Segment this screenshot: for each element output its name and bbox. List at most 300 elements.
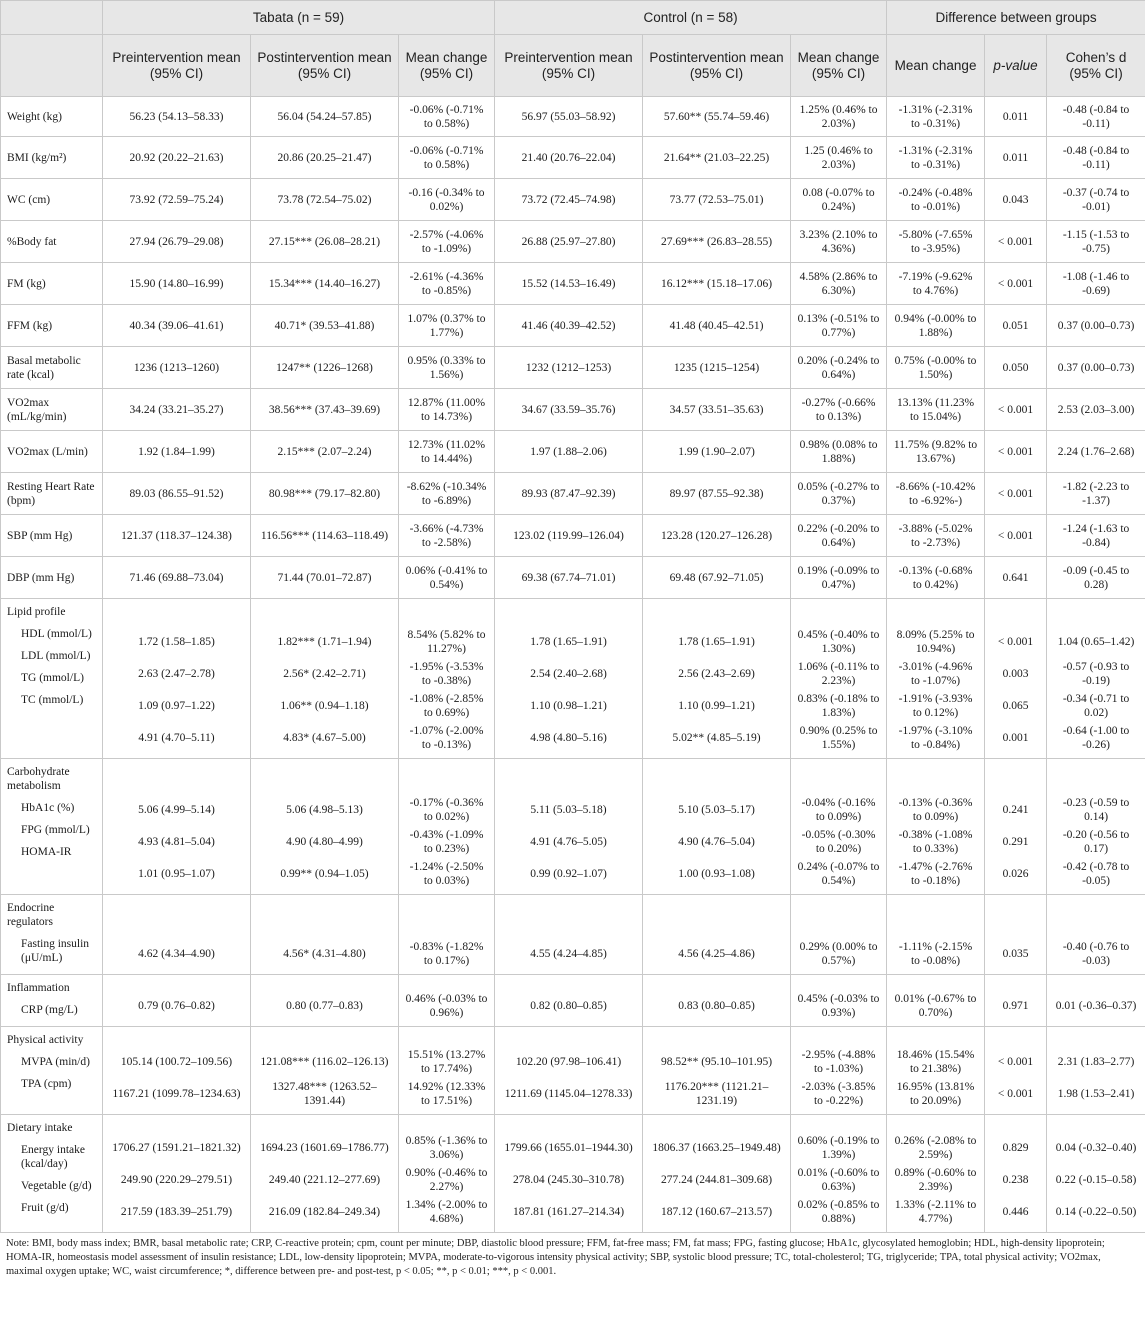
table-row-group	[1, 759, 1145, 895]
table-cell: 2.53 (2.03–3.00)	[1047, 389, 1145, 431]
table-cell: < 0.001	[997, 1056, 1034, 1068]
table-cell: -2.61% (-4.36% to -0.85%)	[399, 263, 495, 305]
table-cell: 0.043	[985, 179, 1047, 221]
group-item-label: HbA1c (%)	[21, 802, 75, 814]
table-cell: 0.238	[1002, 1174, 1029, 1186]
table-cell: 0.065	[1002, 700, 1029, 712]
table-row	[1, 263, 1145, 305]
group-value-cell	[643, 975, 791, 1027]
table-cell: -1.07% (-2.00% to -0.13%)	[409, 725, 484, 751]
table-cell: -2.57% (-4.06% to -1.09%)	[399, 221, 495, 263]
table-cell: 1247** (1226–1268)	[251, 347, 399, 389]
table-cell: 277.24 (244.81–309.68)	[660, 1174, 773, 1186]
table-row-group	[1, 895, 1145, 975]
table-cell: 1.00 (0.93–1.08)	[678, 868, 755, 880]
group-value-cell	[495, 1115, 643, 1233]
table-cell: 73.72 (72.45–74.98)	[495, 179, 643, 221]
table-cell: 0.003	[1002, 668, 1029, 680]
table-cell: -0.13% (-0.36% to 0.09%)	[898, 797, 973, 823]
group-value-cell	[103, 759, 251, 895]
table-cell: < 0.001	[985, 221, 1047, 263]
group-item-label: HDL (mmol/L)	[21, 628, 92, 640]
table-cell: -0.38% (-1.08% to 0.33%)	[898, 829, 973, 855]
table-cell: 1.07% (0.37% to 1.77%)	[399, 305, 495, 347]
table-cell: 1.99 (1.90–2.07)	[643, 431, 791, 473]
table-cell: -0.48 (-0.84 to -0.11)	[1047, 97, 1145, 137]
table-cell: 0.45% (-0.03% to 0.93%)	[797, 993, 880, 1019]
table-cell: 21.64** (21.03–22.25)	[643, 137, 791, 179]
table-cell: 0.80 (0.77–0.83)	[286, 1000, 363, 1012]
group-value-cell	[103, 895, 251, 975]
table-cell: 1.34% (-2.00% to 4.68%)	[405, 1199, 488, 1225]
group-item-label: Fruit (g/d)	[21, 1202, 69, 1214]
table-cell: 20.92 (20.22–21.63)	[103, 137, 251, 179]
group-value-cell	[887, 1115, 985, 1233]
table-row	[1, 305, 1145, 347]
table-cell: 34.24 (33.21–35.27)	[103, 389, 251, 431]
table-cell: -0.20 (-0.56 to 0.17)	[1062, 829, 1130, 855]
table-cell: 5.10 (5.03–5.17)	[678, 804, 755, 816]
table-cell: 73.78 (72.54–75.02)	[251, 179, 399, 221]
group-value-cell	[251, 759, 399, 895]
table-cell: 1211.69 (1145.04–1278.33)	[504, 1088, 633, 1100]
row-label: BMI (kg/m²)	[1, 137, 103, 179]
group-value-cell	[985, 759, 1047, 895]
table-cell: 0.82 (0.80–0.85)	[530, 1000, 607, 1012]
table-note: Note: BMI, body mass index; BMR, basal metabolic rate; CRP, C-reactive protein; cpm, count per minute; DBP, diastolic blood pressure; FFM, fat-free mass; FM, fat mass; FPG, fasting glucose; HbA1c, glycosylated hemoglobin; HDL, high-density lipoprotein; HOMA-IR, homeostasis model assessment of insulin resistance; LDL, low-density lipoprotein; MVPA, moderate-to-vigorous intensity physical activity; SBP, systolic blood pressure; TC, total-cholesterol; TG, triglyceride; TPA, total physical activity; VO2max, maximal oxygen uptake; WC, waist circumference; *, difference between pre- and post-test, p < 0.05; **, p < 0.01; ***, p < 0.001.	[6, 1238, 1105, 1277]
table-cell: 0.20% (-0.24% to 0.64%)	[791, 347, 887, 389]
group-title: Physical activity	[7, 1034, 84, 1046]
table-cell: -1.24% (-2.50% to 0.03%)	[409, 861, 484, 887]
table-cell: 1236 (1213–1260)	[103, 347, 251, 389]
table-cell: 0.90% (-0.46% to 2.27%)	[405, 1167, 488, 1193]
table-cell: 21.40 (20.76–22.04)	[495, 137, 643, 179]
group-value-cell	[985, 895, 1047, 975]
table-cell: -3.88% (-5.02% to -2.73%)	[887, 515, 985, 557]
table-cell: 16.12*** (15.18–17.06)	[643, 263, 791, 305]
group-item-label: LDL (mmol/L)	[21, 650, 91, 662]
group-value-cell	[495, 599, 643, 759]
table-row-group	[1, 599, 1145, 759]
group-value-cell	[985, 975, 1047, 1027]
table-cell: 98.52** (95.10–101.95)	[660, 1056, 773, 1068]
table-cell: 0.29% (0.00% to 0.57%)	[799, 941, 878, 967]
header-corner	[1, 1, 103, 35]
table-cell: -1.08% (-2.85% to 0.69%)	[409, 693, 484, 719]
table-cell: -1.24 (-1.63 to -0.84)	[1047, 515, 1145, 557]
table-cell: 0.035	[1002, 948, 1029, 960]
table-cell: 2.56 (2.43–2.69)	[678, 668, 755, 680]
table-row	[1, 179, 1145, 221]
table-cell: -3.01% (-4.96% to -1.07%)	[898, 661, 973, 687]
col-header: Preintervention mean (95% CI)	[103, 35, 251, 97]
group-value-cell	[495, 759, 643, 895]
table-cell: 2.15*** (2.07–2.24)	[251, 431, 399, 473]
table-cell: 4.62 (4.34–4.90)	[138, 948, 215, 960]
table-cell: 1.97 (1.88–2.06)	[495, 431, 643, 473]
table-cell: -0.27% (-0.66% to 0.13%)	[791, 389, 887, 431]
group-value-cell	[399, 759, 495, 895]
table-cell: 4.55 (4.24–4.85)	[530, 948, 607, 960]
group-value-cell	[791, 1027, 887, 1115]
table-cell: 5.06 (4.99–5.14)	[138, 804, 215, 816]
table-cell: 187.12 (160.67–213.57)	[660, 1206, 773, 1218]
row-label: FM (kg)	[1, 263, 103, 305]
table-cell: 14.92% (12.33% to 17.51%)	[407, 1081, 486, 1107]
table-cell: 1327.48*** (1263.52–1391.44)	[272, 1081, 377, 1107]
table-cell: -0.05% (-0.30% to 0.20%)	[801, 829, 876, 855]
group-header-difference: Difference between groups	[887, 1, 1145, 35]
table-cell: 278.04 (245.30–310.78)	[512, 1174, 625, 1186]
table-cell: 0.011	[985, 137, 1047, 179]
table-row	[1, 137, 1145, 179]
table-cell: 13.13% (11.23% to 15.04%)	[887, 389, 985, 431]
table-cell: -0.16 (-0.34% to 0.02%)	[399, 179, 495, 221]
group-value-cell	[103, 599, 251, 759]
table-cell: 1.78 (1.65–1.91)	[530, 636, 607, 648]
group-label-cell	[1, 975, 103, 1027]
group-value-cell	[103, 1027, 251, 1115]
group-value-cell	[791, 599, 887, 759]
table-cell: 56.04 (54.24–57.85)	[251, 97, 399, 137]
group-value-cell	[643, 759, 791, 895]
table-cell: 1.78 (1.65–1.91)	[678, 636, 755, 648]
table-cell: -0.13% (-0.68% to 0.42%)	[887, 557, 985, 599]
table-cell: -0.23 (-0.59 to 0.14)	[1062, 797, 1130, 823]
table-cell: -2.03% (-3.85% to -0.22%)	[801, 1081, 876, 1107]
table-cell: -0.57 (-0.93 to -0.19)	[1062, 661, 1130, 687]
table-cell: 57.60** (55.74–59.46)	[643, 97, 791, 137]
table-cell: 4.91 (4.70–5.11)	[138, 732, 215, 744]
group-item-label: TPA (cpm)	[21, 1078, 72, 1090]
table-cell: -1.47% (-2.76% to -0.18%)	[898, 861, 973, 887]
table-cell: 4.83* (4.67–5.00)	[283, 732, 366, 744]
group-value-cell	[251, 975, 399, 1027]
table-cell: 73.92 (72.59–75.24)	[103, 179, 251, 221]
table-cell: < 0.001	[985, 473, 1047, 515]
table-cell: 56.97 (55.03–58.92)	[495, 97, 643, 137]
row-label: DBP (mm Hg)	[1, 557, 103, 599]
group-value-cell	[495, 975, 643, 1027]
table-cell: 102.20 (97.98–106.41)	[515, 1056, 622, 1068]
table-cell: 0.04 (-0.32–0.40)	[1055, 1142, 1137, 1154]
group-title: Carbohydrate metabolism	[7, 766, 70, 792]
table-cell: 0.45% (-0.40% to 1.30%)	[797, 629, 880, 655]
table-cell: 18.46% (15.54% to 21.38%)	[896, 1049, 975, 1075]
col-header: Mean change (95% CI)	[791, 35, 887, 97]
table-cell: 0.19% (-0.09% to 0.47%)	[791, 557, 887, 599]
table-cell: -1.15 (-1.53 to -0.75)	[1047, 221, 1145, 263]
table-cell: 4.90 (4.80–4.99)	[286, 836, 363, 848]
table-cell: 11.75% (9.82% to 13.67%)	[887, 431, 985, 473]
table-cell: -0.09 (-0.45 to 0.28)	[1047, 557, 1145, 599]
table-cell: -8.66% (-10.42% to -6.92%-)	[887, 473, 985, 515]
table-cell: 56.23 (54.13–58.33)	[103, 97, 251, 137]
table-cell: -1.08 (-1.46 to -0.69)	[1047, 263, 1145, 305]
row-label: SBP (mm Hg)	[1, 515, 103, 557]
group-value-cell	[1047, 599, 1145, 759]
table-row	[1, 515, 1145, 557]
group-value-cell	[1047, 759, 1145, 895]
group-item-label: TG (mmol/L)	[21, 672, 84, 684]
group-value-cell	[399, 1115, 495, 1233]
group-value-cell	[887, 759, 985, 895]
group-value-cell	[251, 1115, 399, 1233]
group-item-label: CRP (mg/L)	[21, 1004, 78, 1016]
table-cell: 89.93 (87.47–92.39)	[495, 473, 643, 515]
table-cell: -0.37 (-0.74 to -0.01)	[1047, 179, 1145, 221]
table-cell: 1.98 (1.53–2.41)	[1057, 1088, 1135, 1100]
table-cell: 0.60% (-0.19% to 1.39%)	[797, 1135, 880, 1161]
group-value-cell	[887, 599, 985, 759]
table-cell: 69.48 (67.92–71.05)	[643, 557, 791, 599]
row-label: VO2max (L/min)	[1, 431, 103, 473]
table-cell: 1694.23 (1601.69–1786.77)	[260, 1142, 389, 1154]
table-cell: 8.54% (5.82% to 11.27%)	[407, 629, 486, 655]
table-cell: -0.24% (-0.48% to -0.01%)	[887, 179, 985, 221]
table-cell: 2.54 (2.40–2.68)	[530, 668, 607, 680]
group-item-label: Energy intake (kcal/day)	[21, 1144, 85, 1170]
table-cell: 0.641	[985, 557, 1047, 599]
table-row	[1, 97, 1145, 137]
table-cell: -0.17% (-0.36% to 0.02%)	[409, 797, 484, 823]
group-value-cell	[103, 975, 251, 1027]
group-value-cell	[1047, 895, 1145, 975]
table-cell: 5.11 (5.03–5.18)	[530, 804, 607, 816]
group-label-cell	[1, 759, 103, 895]
table-cell: 121.08*** (116.02–126.13)	[260, 1056, 389, 1068]
table-cell: 20.86 (20.25–21.47)	[251, 137, 399, 179]
table-cell: -1.31% (-2.31% to -0.31%)	[887, 137, 985, 179]
table-cell: 5.06 (4.98–5.13)	[286, 804, 363, 816]
table-header	[1, 1, 1145, 97]
table-cell: -0.43% (-1.09% to 0.23%)	[409, 829, 484, 855]
table-cell: 15.51% (13.27% to 17.74%)	[407, 1049, 486, 1075]
table-cell: 0.241	[1002, 804, 1029, 816]
group-item-label: MVPA (min/d)	[21, 1056, 90, 1068]
table-cell: 1.72 (1.58–1.85)	[138, 636, 215, 648]
table-row-group	[1, 1115, 1145, 1233]
table-cell: 3.23% (2.10% to 4.36%)	[791, 221, 887, 263]
group-value-cell	[251, 1027, 399, 1115]
group-value-cell	[1047, 1027, 1145, 1115]
table-cell: 0.06% (-0.41% to 0.54%)	[399, 557, 495, 599]
table-cell: -8.62% (-10.34% to -6.89%)	[399, 473, 495, 515]
row-label: Weight (kg)	[1, 97, 103, 137]
table-cell: 0.01% (-0.60% to 0.63%)	[797, 1167, 880, 1193]
table-cell: < 0.001	[985, 431, 1047, 473]
group-value-cell	[887, 895, 985, 975]
table-cell: 73.77 (72.53–75.01)	[643, 179, 791, 221]
table-cell: 0.22% (-0.20% to 0.64%)	[791, 515, 887, 557]
table-body	[1, 97, 1145, 1233]
table-cell: 38.56*** (37.43–39.69)	[251, 389, 399, 431]
table-cell: 0.22 (-0.15–0.58)	[1055, 1174, 1137, 1186]
table-cell: 2.63 (2.47–2.78)	[138, 668, 215, 680]
group-value-cell	[399, 599, 495, 759]
table-cell: 0.13% (-0.51% to 0.77%)	[791, 305, 887, 347]
table-cell: 0.99** (0.94–1.05)	[280, 868, 369, 880]
table-cell: 40.34 (39.06–41.61)	[103, 305, 251, 347]
table-cell: 0.026	[1002, 868, 1029, 880]
table-cell: -0.40 (-0.76 to -0.03)	[1062, 941, 1130, 967]
table-cell: 1806.37 (1663.25–1949.48)	[652, 1142, 781, 1154]
table-cell: 1232 (1212–1253)	[495, 347, 643, 389]
table-cell: 4.98 (4.80–5.16)	[530, 732, 607, 744]
table-cell: 2.31 (1.83–2.77)	[1057, 1056, 1135, 1068]
table-cell: 121.37 (118.37–124.38)	[103, 515, 251, 557]
table-cell: -0.06% (-0.71% to 0.58%)	[399, 137, 495, 179]
table-cell: 1.92 (1.84–1.99)	[103, 431, 251, 473]
table-cell: 0.291	[1002, 836, 1029, 848]
table-cell: -0.64 (-1.00 to -0.26)	[1062, 725, 1130, 751]
table-cell: 12.87% (11.00% to 14.73%)	[399, 389, 495, 431]
table-cell: 41.48 (40.45–42.51)	[643, 305, 791, 347]
table-row	[1, 389, 1145, 431]
table-cell: 216.09 (182.84–249.34)	[268, 1206, 381, 1218]
table-cell: 4.56 (4.25–4.86)	[678, 948, 755, 960]
group-title: Inflammation	[7, 982, 70, 994]
table-cell: 4.90 (4.76–5.04)	[678, 836, 755, 848]
group-value-cell	[643, 895, 791, 975]
table-cell: -7.19% (-9.62% to 4.76%)	[887, 263, 985, 305]
table-cell: 0.14 (-0.22–0.50)	[1055, 1206, 1137, 1218]
table-cell: 80.98*** (79.17–82.80)	[251, 473, 399, 515]
group-item-label: Vegetable (g/d)	[21, 1180, 92, 1192]
table-cell: 0.83% (-0.18% to 1.83%)	[797, 693, 880, 719]
table-row	[1, 221, 1145, 263]
table-cell: -0.06% (-0.71% to 0.58%)	[399, 97, 495, 137]
table-cell: 217.59 (183.39–251.79)	[120, 1206, 233, 1218]
table-cell: -0.04% (-0.16% to 0.09%)	[801, 797, 876, 823]
table-cell: 1.82*** (1.71–1.94)	[277, 636, 372, 648]
group-value-cell	[495, 895, 643, 975]
table-row	[1, 473, 1145, 515]
table-cell: 0.971	[1002, 1000, 1029, 1012]
group-value-cell	[399, 1027, 495, 1115]
table-cell: 16.95% (13.81% to 20.09%)	[896, 1081, 975, 1107]
col-header: Mean change	[887, 35, 985, 97]
table-cell: 69.38 (67.74–71.01)	[495, 557, 643, 599]
table-cell: 1.04 (0.65–1.42)	[1057, 636, 1135, 648]
table-cell: 0.89% (-0.60% to 2.39%)	[894, 1167, 977, 1193]
group-value-cell	[985, 1115, 1047, 1233]
table-cell: 0.75% (-0.00% to 1.50%)	[887, 347, 985, 389]
row-label: WC (cm)	[1, 179, 103, 221]
row-label: %Body fat	[1, 221, 103, 263]
col-header: Mean change (95% CI)	[399, 35, 495, 97]
table-cell: 26.88 (25.97–27.80)	[495, 221, 643, 263]
header-label-column	[1, 35, 103, 97]
group-value-cell	[1047, 975, 1145, 1027]
table-cell: 0.98% (0.08% to 1.88%)	[791, 431, 887, 473]
table-cell: 41.46 (40.39–42.52)	[495, 305, 643, 347]
table-cell: 0.011	[985, 97, 1047, 137]
table-cell: 1799.66 (1655.01–1944.30)	[504, 1142, 633, 1154]
table-cell: < 0.001	[997, 636, 1034, 648]
table-row	[1, 431, 1145, 473]
table-cell: < 0.001	[985, 515, 1047, 557]
table-cell: -1.82 (-2.23 to -1.37)	[1047, 473, 1145, 515]
table-cell: -3.66% (-4.73% to -2.58%)	[399, 515, 495, 557]
table-cell: 0.446	[1002, 1206, 1029, 1218]
col-header: Postintervention mean (95% CI)	[251, 35, 399, 97]
table-cell: 4.56* (4.31–4.80)	[283, 948, 366, 960]
table-cell: 12.73% (11.02% to 14.44%)	[399, 431, 495, 473]
table-cell: 27.94 (26.79–29.08)	[103, 221, 251, 263]
table-cell: 249.90 (220.29–279.51)	[120, 1174, 233, 1186]
table-cell: 0.37 (0.00–0.73)	[1047, 305, 1145, 347]
table-cell: -0.48 (-0.84 to -0.11)	[1047, 137, 1145, 179]
table-cell: 123.28 (120.27–126.28)	[643, 515, 791, 557]
table-cell: 15.52 (14.53–16.49)	[495, 263, 643, 305]
table-cell: 0.08 (-0.07% to 0.24%)	[791, 179, 887, 221]
group-value-cell	[643, 1027, 791, 1115]
table-cell: 0.02% (-0.85% to 0.88%)	[797, 1199, 880, 1225]
table-row	[1, 557, 1145, 599]
group-title: Endocrine regulators	[7, 902, 55, 928]
table-cell: 1.25 (0.46% to 2.03%)	[791, 137, 887, 179]
table-cell: 0.46% (-0.03% to 0.96%)	[405, 993, 488, 1019]
table-cell: 4.58% (2.86% to 6.30%)	[791, 263, 887, 305]
col-header: p-value	[985, 35, 1047, 97]
table-row-group	[1, 1027, 1145, 1115]
group-value-cell	[495, 1027, 643, 1115]
table-cell: 71.46 (69.88–73.04)	[103, 557, 251, 599]
group-header-tabata: Tabata (n = 59)	[103, 1, 495, 35]
table-cell: 4.91 (4.76–5.05)	[530, 836, 607, 848]
table-cell: 0.26% (-2.08% to 2.59%)	[894, 1135, 977, 1161]
table-cell: 0.01 (-0.36–0.37)	[1055, 1000, 1137, 1012]
group-value-cell	[1047, 1115, 1145, 1233]
table-row	[1, 347, 1145, 389]
table-cell: 1.10 (0.98–1.21)	[530, 700, 607, 712]
row-label: Basal metabolic rate (kcal)	[1, 347, 103, 389]
table-cell: 0.90% (0.25% to 1.55%)	[799, 725, 878, 751]
table-cell: -1.95% (-3.53% to -0.38%)	[409, 661, 484, 687]
table-cell: 2.24 (1.76–2.68)	[1047, 431, 1145, 473]
table-cell: 1.33% (-2.11% to 4.77%)	[894, 1199, 977, 1225]
table-cell: 0.83 (0.80–0.85)	[678, 1000, 755, 1012]
group-label-cell	[1, 895, 103, 975]
table-cell: 1.10 (0.99–1.21)	[678, 700, 755, 712]
col-header: Preintervention mean (95% CI)	[495, 35, 643, 97]
table-cell: < 0.001	[985, 389, 1047, 431]
table-cell: 0.05% (-0.27% to 0.37%)	[791, 473, 887, 515]
group-item-label: FPG (mmol/L)	[21, 824, 90, 836]
table-cell: 0.829	[1002, 1142, 1029, 1154]
table-row-group	[1, 975, 1145, 1027]
group-value-cell	[399, 895, 495, 975]
group-value-cell	[791, 975, 887, 1027]
col-header: Postintervention mean (95% CI)	[643, 35, 791, 97]
table-cell: 1235 (1215–1254)	[643, 347, 791, 389]
group-value-cell	[985, 599, 1047, 759]
group-item-label: Fasting insulin (μU/mL)	[21, 938, 90, 964]
group-value-cell	[399, 975, 495, 1027]
table-cell: 123.02 (119.99–126.04)	[495, 515, 643, 557]
table-cell: 1706.27 (1591.21–1821.32)	[112, 1142, 241, 1154]
group-label-cell	[1, 1115, 103, 1233]
table-cell: 1.25% (0.46% to 2.03%)	[791, 97, 887, 137]
group-label-cell	[1, 599, 103, 759]
table-cell: 89.97 (87.55–92.38)	[643, 473, 791, 515]
table-cell: 71.44 (70.01–72.87)	[251, 557, 399, 599]
group-value-cell	[887, 975, 985, 1027]
row-label: VO2max (mL/kg/min)	[1, 389, 103, 431]
table-cell: 1.06% (-0.11% to 2.23%)	[797, 661, 880, 687]
table-cell: < 0.001	[997, 1088, 1034, 1100]
